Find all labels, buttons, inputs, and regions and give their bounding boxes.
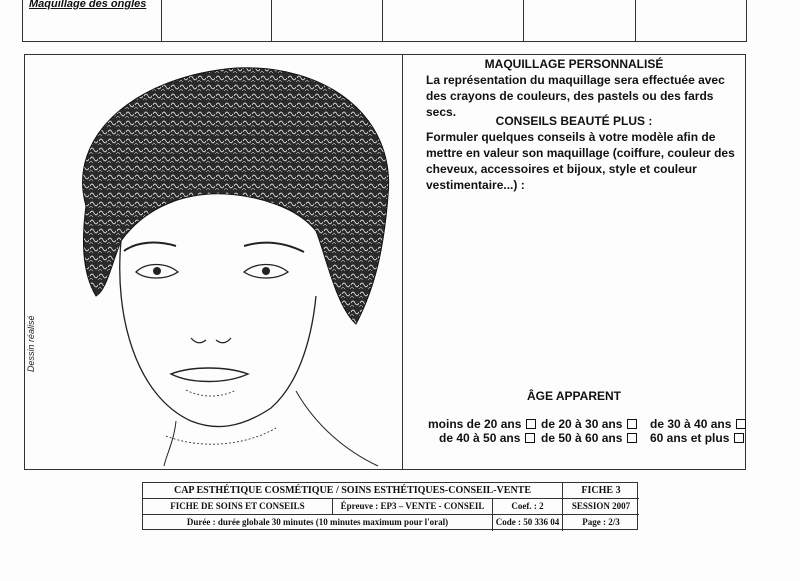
age-option[interactable]: de 40 à 50 ans bbox=[439, 431, 535, 445]
footer-fiche: FICHE 3 bbox=[563, 483, 639, 499]
table-column-divider bbox=[635, 0, 636, 42]
face-sketch bbox=[26, 56, 402, 468]
makeup-text: La représentation du maquillage sera effectuée avec des crayons de couleurs, des pastels ou des fards secs. bbox=[426, 73, 725, 119]
footer-code: Code : 50 336 04 bbox=[493, 515, 563, 531]
advice-text: Formuler quelques conseils à votre modèle afin de mettre en valeur son maquillage (coiffure, couleur des cheveux, accessoires et bijoux, style et couleur vestimentaire...) : bbox=[426, 130, 735, 192]
artist-signature: Dessin réalisé bbox=[26, 315, 36, 372]
age-option[interactable]: de 30 à 40 ans bbox=[650, 417, 746, 431]
nail-makeup-table bbox=[22, 0, 747, 42]
checkbox[interactable] bbox=[734, 433, 744, 443]
checkbox[interactable] bbox=[627, 419, 637, 429]
makeup-title: MAQUILLAGE PERSONNALISÉ bbox=[484, 57, 664, 71]
age-option[interactable]: 60 ans et plus bbox=[650, 431, 744, 445]
footer-duration: Durée : durée globale 30 minutes (10 minutes maximum pour l'oral) bbox=[143, 515, 493, 531]
footer-coef: Coef. : 2 bbox=[493, 499, 563, 515]
footer-session: SESSION 2007 bbox=[563, 499, 639, 515]
checkbox[interactable] bbox=[627, 433, 637, 443]
footer-page: Page : 2/3 bbox=[582, 517, 620, 527]
apparent-age-title: ÂGE APPARENT bbox=[526, 389, 621, 403]
table-column-divider bbox=[382, 0, 383, 42]
table-column-divider bbox=[523, 0, 524, 42]
exam-footer bbox=[142, 482, 638, 530]
checkbox[interactable] bbox=[526, 419, 536, 429]
footer-sheet-name: FICHE DE SOINS ET CONSEILS bbox=[143, 499, 333, 515]
age-option[interactable]: de 50 à 60 ans bbox=[541, 431, 637, 445]
nail-makeup-label: Maquillage des ongles bbox=[29, 0, 147, 10]
footer-title: CAP ESTHÉTIQUE COSMÉTIQUE / SOINS ESTHÉTIQUES-CONSEIL-VENTE bbox=[143, 483, 563, 499]
hair bbox=[83, 68, 389, 324]
footer-exam: Épreuve : EP3 – VENTE - CONSEIL bbox=[333, 499, 493, 515]
mouth bbox=[171, 368, 248, 382]
table-column-divider bbox=[161, 0, 162, 42]
age-option[interactable]: moins de 20 ans bbox=[428, 417, 536, 431]
age-option[interactable]: de 20 à 30 ans bbox=[541, 417, 637, 431]
table-column-divider bbox=[271, 0, 272, 42]
advice-title: CONSEILS BEAUTÉ PLUS : bbox=[495, 114, 653, 128]
checkbox[interactable] bbox=[736, 419, 746, 429]
checkbox[interactable] bbox=[525, 433, 535, 443]
